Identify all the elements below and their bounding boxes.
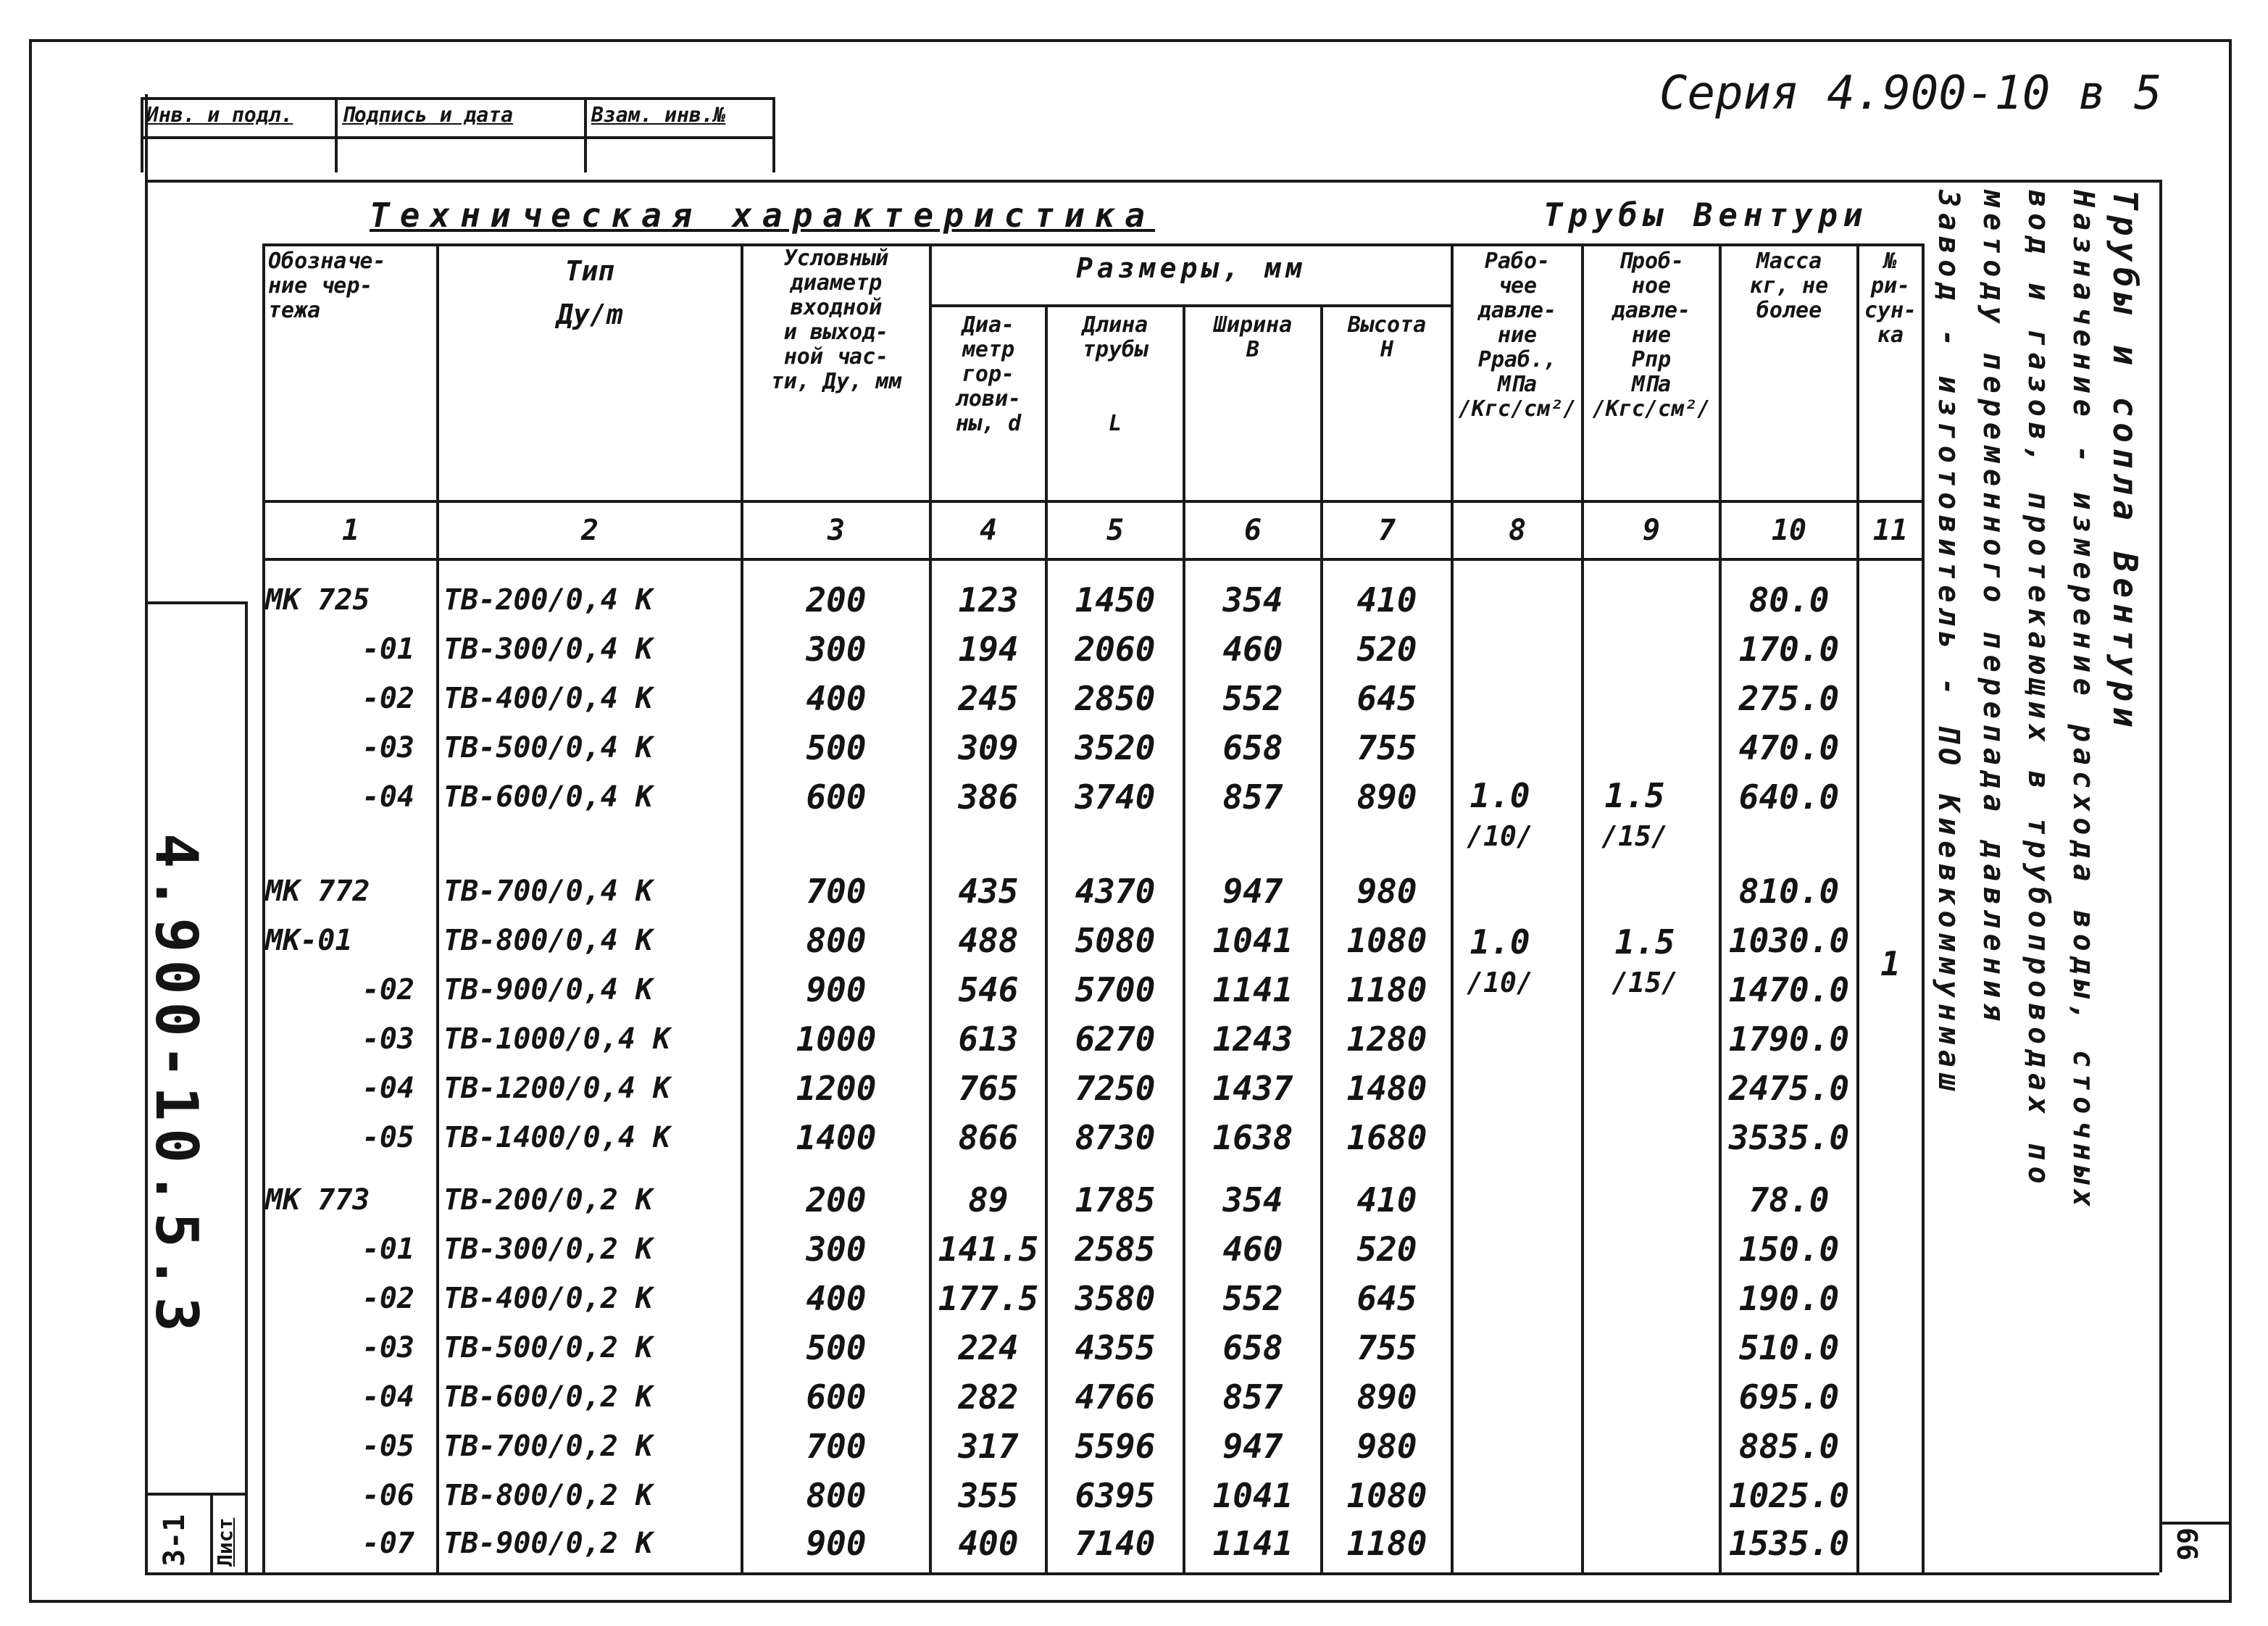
cell-col-6: 1041 xyxy=(1212,1476,1293,1515)
cell-col-3: 600 xyxy=(806,777,867,817)
column-index-8: 8 xyxy=(1508,514,1527,547)
cell-col-2: ТВ-500/0,4 К xyxy=(443,731,653,764)
cell-col-3: 200 xyxy=(806,580,867,620)
cell-col-4: 866 xyxy=(958,1118,1019,1157)
description-line-1: Трубы и сопла Вентури xyxy=(2106,190,2145,733)
cell-col-6: 1638 xyxy=(1212,1118,1293,1157)
cell-col-7: 890 xyxy=(1356,1377,1417,1417)
cell-col-6: 354 xyxy=(1222,1180,1283,1220)
cell-col-7: 520 xyxy=(1356,1230,1417,1269)
cell-col-1: МК 772 xyxy=(265,875,370,908)
cell-col-10: 810.0 xyxy=(1738,872,1840,911)
cell-col-7: 890 xyxy=(1356,777,1417,817)
cell-col-1: -05 xyxy=(362,1430,414,1463)
cell-col-1: -03 xyxy=(362,731,414,764)
cell-col-5: 5596 xyxy=(1075,1427,1156,1466)
column-index-11: 11 xyxy=(1872,514,1909,547)
cell-col-10: 885.0 xyxy=(1738,1427,1840,1466)
cell-col-6: 857 xyxy=(1222,1377,1283,1417)
figure-number: 1 xyxy=(1880,944,1901,983)
cell-col-4: 355 xyxy=(958,1476,1019,1515)
table-title-right: Трубы Вентури xyxy=(1543,197,1869,234)
cell-col-4: 613 xyxy=(958,1020,1019,1059)
column-header-3: Условный диаметр входной и выход- ной час- ти, Ду, мм xyxy=(770,246,902,394)
column-index-3: 3 xyxy=(827,514,846,547)
pressure-work-a: 1.0 xyxy=(1469,776,1530,815)
pressure-work-b: 1.0 xyxy=(1469,922,1530,962)
cell-col-3: 600 xyxy=(806,1377,867,1417)
cell-col-3: 400 xyxy=(806,679,867,718)
cell-col-7: 1280 xyxy=(1346,1020,1427,1059)
cell-col-1: -03 xyxy=(362,1022,414,1056)
cell-col-7: 980 xyxy=(1356,1427,1417,1466)
cell-col-2: ТВ-300/0,2 К xyxy=(443,1233,653,1266)
cell-col-7: 520 xyxy=(1356,630,1417,669)
cell-col-5: 3580 xyxy=(1075,1279,1156,1318)
cell-col-5: 2060 xyxy=(1075,630,1156,669)
column-index-9: 9 xyxy=(1642,514,1661,547)
cell-col-10: 640.0 xyxy=(1738,777,1840,817)
cell-col-6: 460 xyxy=(1222,630,1283,669)
pressure-work-kgf-b: /10/ xyxy=(1467,967,1533,998)
cell-col-2: ТВ-900/0,2 К xyxy=(443,1527,653,1560)
cell-col-2: ТВ-600/0,4 К xyxy=(443,780,653,814)
cell-col-7: 645 xyxy=(1356,679,1417,718)
cell-col-4: 488 xyxy=(958,921,1019,960)
cell-col-10: 190.0 xyxy=(1738,1279,1840,1318)
cell-col-2: ТВ-1200/0,4 К xyxy=(443,1072,671,1105)
cell-col-2: ТВ-800/0,2 К xyxy=(443,1479,653,1512)
cell-col-10: 80.0 xyxy=(1748,580,1830,620)
cell-col-2: ТВ-400/0,2 К xyxy=(443,1282,653,1315)
cell-col-6: 552 xyxy=(1222,1279,1283,1318)
cell-col-5: 5080 xyxy=(1075,921,1156,960)
cell-col-7: 410 xyxy=(1356,580,1417,620)
column-header-10: Масса кг, не более xyxy=(1749,249,1829,323)
pressure-test-kgf-b: /15/ xyxy=(1612,967,1678,998)
cell-col-1: МК 725 xyxy=(265,583,370,617)
cell-col-1: -01 xyxy=(362,1233,414,1266)
cell-col-5: 3520 xyxy=(1075,728,1156,767)
cell-col-3: 300 xyxy=(806,630,867,669)
series-label: Серия 4.900-10 в 5 xyxy=(1659,67,2162,120)
cell-col-5: 2585 xyxy=(1075,1230,1156,1269)
cell-col-4: 224 xyxy=(958,1328,1019,1367)
cell-col-4: 400 xyxy=(958,1524,1019,1563)
cell-col-6: 1141 xyxy=(1212,1524,1293,1563)
page-number: 66 xyxy=(2171,1527,2203,1561)
stamp-vzam: Взам. инв.№ xyxy=(591,103,726,127)
column-index-5: 5 xyxy=(1106,514,1125,547)
cell-col-3: 700 xyxy=(806,872,867,911)
cell-col-10: 1790.0 xyxy=(1728,1020,1850,1059)
cell-col-10: 1025.0 xyxy=(1728,1476,1850,1515)
cell-col-3: 500 xyxy=(806,1328,867,1367)
cell-col-5: 6395 xyxy=(1075,1476,1156,1515)
description-line-2: Назначение - измерение расхода воды, сточных xyxy=(2067,190,2100,1213)
cell-col-1: -06 xyxy=(362,1479,414,1512)
column-header-4: Диа- метр гор- лови- ны, d xyxy=(955,312,1022,436)
column-index-1: 1 xyxy=(341,514,360,547)
cell-col-2: ТВ-700/0,2 К xyxy=(443,1430,653,1463)
cell-col-10: 1030.0 xyxy=(1728,921,1850,960)
cell-col-1: -03 xyxy=(362,1331,414,1364)
cell-col-6: 460 xyxy=(1222,1230,1283,1269)
cell-col-5: 6270 xyxy=(1075,1020,1156,1059)
cell-col-10: 1535.0 xyxy=(1728,1524,1850,1563)
stamp-block xyxy=(141,97,778,172)
column-header-2: Тип Ду/m xyxy=(556,255,623,330)
cell-col-6: 552 xyxy=(1222,679,1283,718)
cell-col-1: -04 xyxy=(362,1072,414,1105)
cell-col-3: 1400 xyxy=(796,1118,877,1157)
cell-col-6: 947 xyxy=(1222,872,1283,911)
cell-col-5: 4370 xyxy=(1075,872,1156,911)
pressure-test-a: 1.5 xyxy=(1604,776,1665,815)
cell-col-5: 5700 xyxy=(1075,970,1156,1009)
cell-col-6: 1141 xyxy=(1212,970,1293,1009)
cell-col-10: 78.0 xyxy=(1748,1180,1830,1220)
cell-col-10: 695.0 xyxy=(1738,1377,1840,1417)
cell-col-5: 4766 xyxy=(1075,1377,1156,1417)
cell-col-4: 435 xyxy=(958,872,1019,911)
cell-col-6: 1243 xyxy=(1212,1020,1293,1059)
cell-col-2: ТВ-700/0,4 К xyxy=(443,875,653,908)
cell-col-6: 857 xyxy=(1222,777,1283,817)
cell-col-1: -02 xyxy=(362,1282,414,1315)
pressure-test-kgf-a: /15/ xyxy=(1601,820,1668,852)
column-index-4: 4 xyxy=(979,514,998,547)
cell-col-3: 900 xyxy=(806,1524,867,1563)
column-header-5: Длина трубы L xyxy=(1082,312,1148,436)
cell-col-2: ТВ-1400/0,4 К xyxy=(443,1121,671,1154)
cell-col-4: 317 xyxy=(958,1427,1019,1466)
cell-col-3: 200 xyxy=(806,1180,867,1220)
cell-col-5: 4355 xyxy=(1075,1328,1156,1367)
cell-col-2: ТВ-1000/0,4 К xyxy=(443,1022,671,1056)
cell-col-5: 3740 xyxy=(1075,777,1156,817)
cell-col-10: 3535.0 xyxy=(1728,1118,1850,1157)
cell-col-4: 245 xyxy=(958,679,1019,718)
cell-col-1: -02 xyxy=(362,973,414,1006)
cell-col-7: 645 xyxy=(1356,1279,1417,1318)
cell-col-6: 658 xyxy=(1222,1328,1283,1367)
cell-col-6: 947 xyxy=(1222,1427,1283,1466)
cell-col-3: 1000 xyxy=(796,1020,877,1059)
stamp-inv: Инв. и подл. xyxy=(146,103,293,127)
cell-col-7: 1680 xyxy=(1346,1118,1427,1157)
cell-col-4: 123 xyxy=(958,580,1019,620)
cell-col-6: 658 xyxy=(1222,728,1283,767)
cell-col-1: -05 xyxy=(362,1121,414,1154)
cell-col-4: 177.5 xyxy=(938,1279,1039,1318)
cell-col-3: 1200 xyxy=(796,1069,877,1108)
cell-col-6: 354 xyxy=(1222,580,1283,620)
cell-col-10: 1470.0 xyxy=(1728,970,1850,1009)
column-header-1: Обозначе- ние чер- тежа xyxy=(268,249,386,323)
cell-col-3: 500 xyxy=(806,728,867,767)
table-title-left: Техническая характеристика xyxy=(370,196,1156,235)
cell-col-4: 89 xyxy=(968,1180,1009,1220)
cell-col-2: ТВ-800/0,4 К xyxy=(443,924,653,957)
cell-col-6: 1437 xyxy=(1212,1069,1293,1108)
cell-col-2: ТВ-200/0,4 К xyxy=(443,583,653,617)
cell-col-2: ТВ-300/0,4 К xyxy=(443,633,653,666)
column-header-9: Проб- ное давле- ние Рпр МПа /Кгс/см²/ xyxy=(1592,249,1711,422)
description-line-3: вод и газов, протекающих в трубопроводах по xyxy=(2022,190,2055,1190)
cell-col-3: 800 xyxy=(806,1476,867,1515)
cell-col-2: ТВ-900/0,4 К xyxy=(443,973,653,1006)
pressure-work-kgf-a: /10/ xyxy=(1467,820,1533,852)
cell-col-3: 800 xyxy=(806,921,867,960)
cell-col-7: 1080 xyxy=(1346,921,1427,960)
cell-col-5: 7250 xyxy=(1075,1069,1156,1108)
cell-col-1: МК-01 xyxy=(265,924,353,957)
cell-col-4: 282 xyxy=(958,1377,1019,1417)
cell-col-7: 980 xyxy=(1356,872,1417,911)
cell-col-1: -04 xyxy=(362,1380,414,1414)
cell-col-10: 2475.0 xyxy=(1728,1069,1850,1108)
list-value: 3-1 xyxy=(158,1514,191,1567)
sizes-group-header: Размеры, мм xyxy=(1076,252,1306,284)
cell-col-2: ТВ-500/0,2 К xyxy=(443,1331,653,1364)
cell-col-5: 7140 xyxy=(1075,1524,1156,1563)
cell-col-3: 900 xyxy=(806,970,867,1009)
cell-col-10: 510.0 xyxy=(1738,1328,1840,1367)
column-index-10: 10 xyxy=(1771,514,1807,547)
column-header-11: № ри- сун- ка xyxy=(1864,249,1917,348)
cell-col-1: -04 xyxy=(362,780,414,814)
cell-col-2: ТВ-600/0,2 К xyxy=(443,1380,653,1414)
cell-col-4: 309 xyxy=(958,728,1019,767)
stamp-sign: Подпись и дата xyxy=(342,103,514,127)
cell-col-10: 275.0 xyxy=(1738,679,1840,718)
cell-col-1: МК 773 xyxy=(265,1183,370,1217)
cell-col-7: 755 xyxy=(1356,1328,1417,1367)
cell-col-1: -02 xyxy=(362,682,414,715)
cell-col-5: 2850 xyxy=(1075,679,1156,718)
cell-col-1: -01 xyxy=(362,633,414,666)
column-index-2: 2 xyxy=(580,514,599,547)
cell-col-3: 400 xyxy=(806,1279,867,1318)
cell-col-7: 755 xyxy=(1356,728,1417,767)
list-label: Лист xyxy=(213,1517,237,1567)
cell-col-4: 765 xyxy=(958,1069,1019,1108)
cell-col-3: 700 xyxy=(806,1427,867,1466)
description-line-4: методу переменного перепада давления xyxy=(1977,190,2010,1027)
cell-col-4: 386 xyxy=(958,777,1019,817)
column-index-6: 6 xyxy=(1243,514,1262,547)
cell-col-7: 1080 xyxy=(1346,1476,1427,1515)
pressure-test-b: 1.5 xyxy=(1614,922,1675,962)
cell-col-7: 410 xyxy=(1356,1180,1417,1220)
cell-col-10: 170.0 xyxy=(1738,630,1840,669)
cell-col-4: 194 xyxy=(958,630,1019,669)
cell-col-1: -07 xyxy=(362,1527,414,1560)
cell-col-5: 1785 xyxy=(1075,1180,1156,1220)
cell-col-6: 1041 xyxy=(1212,921,1293,960)
column-header-6: Ширина B xyxy=(1213,312,1293,362)
cell-col-4: 546 xyxy=(958,970,1019,1009)
cell-col-5: 8730 xyxy=(1075,1118,1156,1157)
column-index-7: 7 xyxy=(1377,514,1396,547)
cell-col-5: 1450 xyxy=(1075,580,1156,620)
column-header-7: Высота H xyxy=(1347,312,1427,362)
side-code: 4.900-10.5.3 xyxy=(143,833,210,1339)
column-header-8: Рабо- чее давле- ние Рраб., МПа /Кгс/см²/ xyxy=(1458,249,1577,422)
description-line-5: Завод - изготовитель - ПО Киевкоммунмаш xyxy=(1932,190,1965,1097)
cell-col-7: 1180 xyxy=(1346,1524,1427,1563)
cell-col-10: 470.0 xyxy=(1738,728,1840,767)
cell-col-7: 1180 xyxy=(1346,970,1427,1009)
cell-col-2: ТВ-200/0,2 К xyxy=(443,1183,653,1217)
cell-col-7: 1480 xyxy=(1346,1069,1427,1108)
cell-col-4: 141.5 xyxy=(938,1230,1039,1269)
cell-col-10: 150.0 xyxy=(1738,1230,1840,1269)
cell-col-2: ТВ-400/0,4 К xyxy=(443,682,653,715)
cell-col-3: 300 xyxy=(806,1230,867,1269)
